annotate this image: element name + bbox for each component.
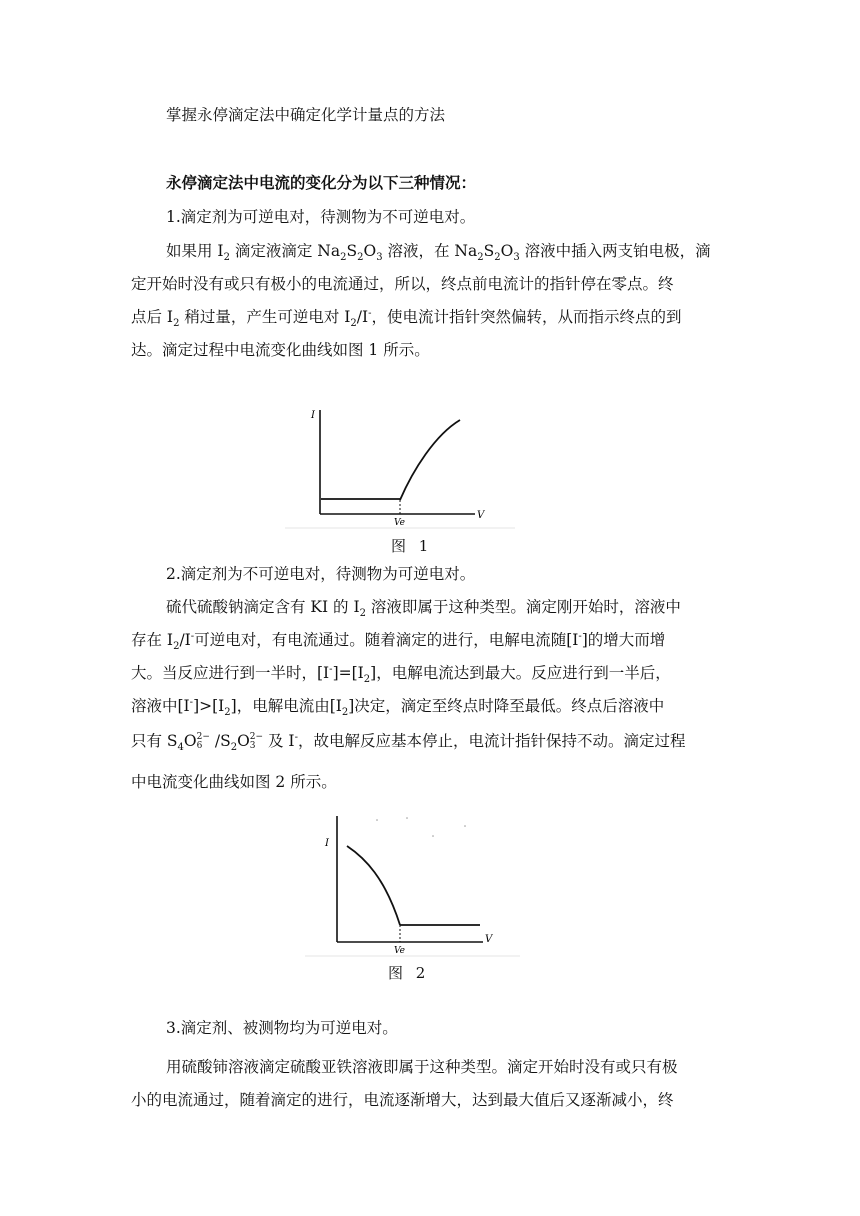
figure-2-y-label: I	[325, 838, 329, 849]
figure-1-y-label: I	[311, 410, 315, 421]
case2-paragraph-line2: 存在 $I_2/I^-$可逆电对，有电流通过。随着滴定的进行，电解电流随[I-]的增大而增	[131, 630, 666, 653]
figure-2-caption: 图 2	[388, 964, 430, 982]
figure-1-x-label: V	[477, 510, 485, 521]
case2-paragraph-line1: 硫代硫酸钠滴定含有 KI 的 $I_2$ 溶液即属于这种类型。滴定刚开始时，溶液中	[166, 598, 681, 620]
figure-1-chart	[285, 390, 515, 530]
case1-title: 1.滴定剂为可逆电对，待测物为不可逆电对。	[166, 208, 476, 226]
case1-paragraph-line4: 达。滴定过程中电流变化曲线如图 1 所示。	[131, 341, 430, 359]
figure-1-caption: 图 1	[391, 537, 433, 555]
case1-paragraph-line2: 定开始时没有或只有极小的电流通过，所以，终点前电流计的指针停在零点。终	[131, 275, 674, 293]
case3-paragraph-line2: 小的电流通过，随着滴定的进行，电流逐渐增大，达到最大值后又逐渐减小，终	[131, 1091, 674, 1109]
figure-2-endpoint-label: Ve	[394, 946, 405, 956]
case2-paragraph-line5: 只有 $S_4O$ 2− 6 $/S_2O$ 2− 3 及 I-，故电解反应基本停止，电流计指针保持不动。滴定过程	[131, 731, 686, 754]
case2-paragraph-line6: 中电流变化曲线如图 2 所示。	[131, 773, 337, 791]
objective-text: 掌握永停滴定法中确定化学计量点的方法	[166, 106, 446, 124]
figure-2-curve	[347, 846, 400, 925]
case2-paragraph-line3: 大。当反应进行到一半时，$[I^-]=[I_2]$，电解电流达到最大。反应进行到一半后，	[131, 663, 671, 686]
figure-2-x-label: V	[485, 934, 493, 945]
case2-paragraph-line4: 溶液中$[I^-]>[I_2]$，电解电流由$[I_2]$决定，滴定至终点时降至最低。终点后溶液中	[131, 696, 665, 719]
case2-title: 2.滴定剂为不可逆电对，待测物为可逆电对。	[166, 565, 476, 583]
figure-1-curve	[400, 420, 460, 500]
section-heading: 永停滴定法中电流的变化分为以下三种情况：	[166, 173, 477, 192]
case1-paragraph-line3: 点后 $I_2$ 稍过量，产生可逆电对 $I_2/I^-$，使电流计指针突然偏转，从而指示终点的到	[131, 307, 682, 330]
case1-paragraph-line1: 如果用 $I_2$ 滴定液滴定 $Na_2S_2O_3$ 溶液，在 $Na_2S_2O_3$ 溶液中插入两支铂电极，滴	[166, 242, 711, 264]
figure-2-chart	[305, 808, 520, 958]
case3-title: 3.滴定剂、被测物均为可逆电对。	[166, 1019, 398, 1037]
figure-1-endpoint-label: Ve	[394, 518, 405, 528]
case3-paragraph-line1: 用硫酸铈溶液滴定硫酸亚铁溶液即属于这种类型。滴定开始时没有或只有极	[166, 1058, 678, 1076]
